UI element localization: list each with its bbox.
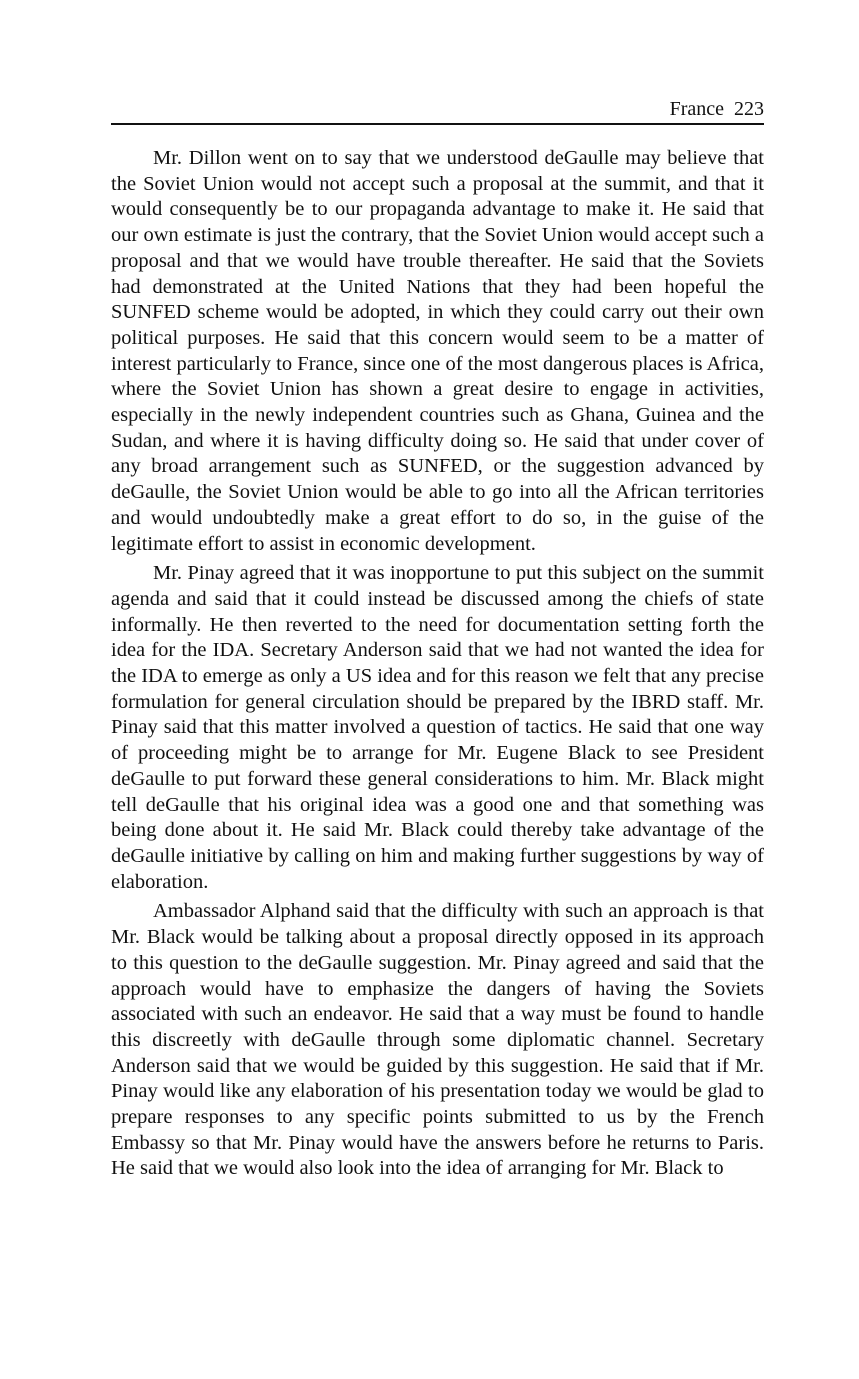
body-text xyxy=(111,146,764,1186)
running-head xyxy=(111,97,764,121)
paragraph-dillon: Mr. Dillon went on to say that we understood deGaulle may believe that the Soviet Union would not accept such a proposal at the summit, and that it would consequently be to our propaganda advantage to make it. He said that our own estimate is just the contrary, that the Soviet Union would accept such a proposal and that we would have trouble thereafter. He said that the Soviets had demonstrated at the United Nations that they had been hopeful the SUNFED scheme would be adopted, in which they could carry out their own political purposes. He said that this concern would seem to be a matter of interest particularly to France, since one of the most dangerous places is Africa, where the Soviet Union has shown a great desire to engage in activities, especially in the newly independent countries such as Ghana, Guinea and the Sudan, and where it is having difficulty doing so. He said that under cover of any broad arrangement such as SUNFED, or the suggestion advanced by deGaulle, the Soviet Union would be able to go into all the African territories and would undoubtedly make a great effort to do so, in the guise of the legitimate effort to assist in economic development. xyxy=(111,147,764,555)
section-title: France xyxy=(669,98,724,120)
header-rule xyxy=(111,123,764,125)
page-number: 223 xyxy=(734,98,764,120)
paragraph-pinay: Mr. Pinay agreed that it was inopportune to put this subject on the summit agenda and said that it could instead be discussed among the chiefs of state informally. He then reverted to the need for documentation setting forth the idea for the IDA. Secretary Anderson said that we had not wanted the idea for the IDA to emerge as only a US idea and for this reason we felt that any precise formulation for general circulation should be prepared by the IBRD staff. Mr. Pinay said that this matter involved a question of tactics. He said that one way of proceeding might be to arrange for Mr. Eugene Black to see President deGaulle to put forward these general considerations to him. Mr. Black might tell deGaulle that his original idea was a good one and that something was being done about it. He said Mr. Black could thereby take advantage of the deGaulle initiative by calling on him and making further suggestions by way of elaboration. xyxy=(111,562,764,893)
paragraph-alphand: Ambassador Alphand said that the difficulty with such an approach is that Mr. Black would be talking about a proposal directly opposed in its approach to this question to the deGaulle suggestion. Mr. Pinay agreed and said that the approach would have to emphasize the dangers of having the Soviets associated with such an endeavor. He said that a way must be found to handle this discreetly with deGaulle through some diplomatic channel. Secretary Anderson said that we would be guided by this suggestion. He said that if Mr. Pinay would like any elaboration of his presentation today we would be glad to prepare responses to any specific points submitted to us by the French Embassy so that Mr. Pinay would have the answers before he returns to Paris. He said that we would also look into the idea of arranging for Mr. Black to xyxy=(111,900,764,1180)
